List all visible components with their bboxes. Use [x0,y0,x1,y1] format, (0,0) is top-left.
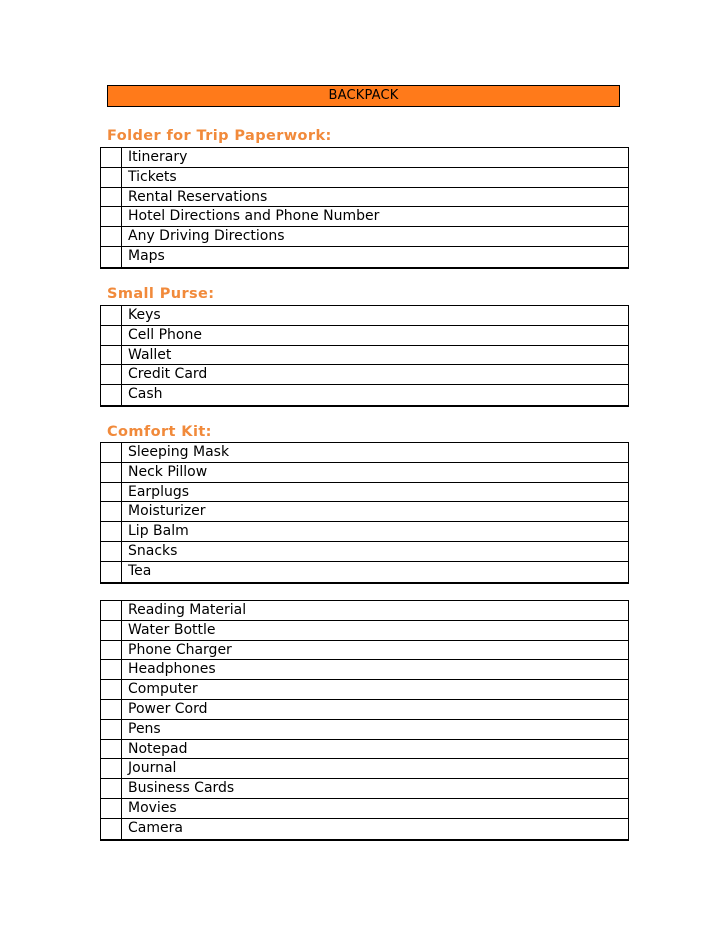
item-label: Keys [122,306,629,325]
checkbox[interactable] [100,502,122,521]
checkbox[interactable] [100,168,122,187]
checkbox[interactable] [100,247,122,267]
checkbox[interactable] [100,759,122,778]
item-label: Maps [122,247,629,267]
list-item [100,680,629,700]
list-item [100,443,629,463]
checklist-misc [100,600,629,841]
list-item [100,562,629,582]
list-item [100,247,629,267]
checkbox[interactable] [100,799,122,818]
list-item [100,463,629,483]
item-label: Power Cord [122,700,629,719]
item-label: Lip Balm [122,522,629,541]
item-label: Wallet [122,346,629,365]
item-label: Any Driving Directions [122,227,629,246]
checkbox[interactable] [100,680,122,699]
item-label: Business Cards [122,779,629,798]
checklist-trip-paperwork [100,147,629,269]
item-label: Water Bottle [122,621,629,640]
item-label: Notepad [122,740,629,759]
checkbox[interactable] [100,326,122,345]
checkbox[interactable] [100,306,122,325]
list-item [100,660,629,680]
backpack-title-bar: BACKPACK [107,85,620,107]
item-label: Cash [122,385,629,405]
checkbox[interactable] [100,720,122,739]
checkbox[interactable] [100,483,122,502]
checkbox[interactable] [100,562,122,582]
item-label: Movies [122,799,629,818]
list-item [100,326,629,346]
checkbox[interactable] [100,463,122,482]
section-heading-small-purse: Small Purse: [107,286,215,302]
checkbox[interactable] [100,621,122,640]
list-item [100,720,629,740]
list-item [100,759,629,779]
list-item [100,168,629,188]
list-item [100,346,629,366]
checkbox[interactable] [100,346,122,365]
item-label: Camera [122,819,629,839]
item-label: Cell Phone [122,326,629,345]
checkbox[interactable] [100,385,122,405]
item-label: Tickets [122,168,629,187]
checkbox[interactable] [100,188,122,207]
item-label: Phone Charger [122,641,629,660]
item-label: Hotel Directions and Phone Number [122,207,629,226]
list-item [100,621,629,641]
list-item [100,207,629,227]
item-label: Neck Pillow [122,463,629,482]
list-item [100,483,629,503]
list-item [100,779,629,799]
item-label: Sleeping Mask [122,443,629,462]
list-item [100,522,629,542]
list-item [100,365,629,385]
checkbox[interactable] [100,779,122,798]
list-item [100,542,629,562]
checkbox[interactable] [100,819,122,839]
checkbox[interactable] [100,641,122,660]
list-item [100,819,629,839]
item-label: Reading Material [122,601,629,620]
item-label: Moisturizer [122,502,629,521]
item-label: Journal [122,759,629,778]
list-item [100,700,629,720]
checkbox[interactable] [100,365,122,384]
checklist-small-purse [100,305,629,407]
item-label: Credit Card [122,365,629,384]
checkbox[interactable] [100,522,122,541]
checkbox[interactable] [100,660,122,679]
item-label: Pens [122,720,629,739]
item-label: Rental Reservations [122,188,629,207]
item-label: Computer [122,680,629,699]
list-item [100,385,629,405]
item-label: Itinerary [122,148,629,167]
list-item [100,740,629,760]
list-item [100,306,629,326]
checkbox[interactable] [100,542,122,561]
item-label: Earplugs [122,483,629,502]
section-heading-trip-paperwork: Folder for Trip Paperwork: [107,128,332,144]
checkbox[interactable] [100,148,122,167]
item-label: Snacks [122,542,629,561]
item-label: Headphones [122,660,629,679]
list-item [100,227,629,247]
list-item [100,148,629,168]
checkbox[interactable] [100,443,122,462]
list-item [100,799,629,819]
checkbox[interactable] [100,740,122,759]
item-label: Tea [122,562,629,582]
list-item [100,502,629,522]
list-item [100,601,629,621]
checklist-comfort-kit [100,442,629,584]
checkbox[interactable] [100,207,122,226]
list-item [100,641,629,661]
checkbox[interactable] [100,700,122,719]
checkbox[interactable] [100,227,122,246]
list-item [100,188,629,208]
section-heading-comfort-kit: Comfort Kit: [107,424,212,440]
checkbox[interactable] [100,601,122,620]
